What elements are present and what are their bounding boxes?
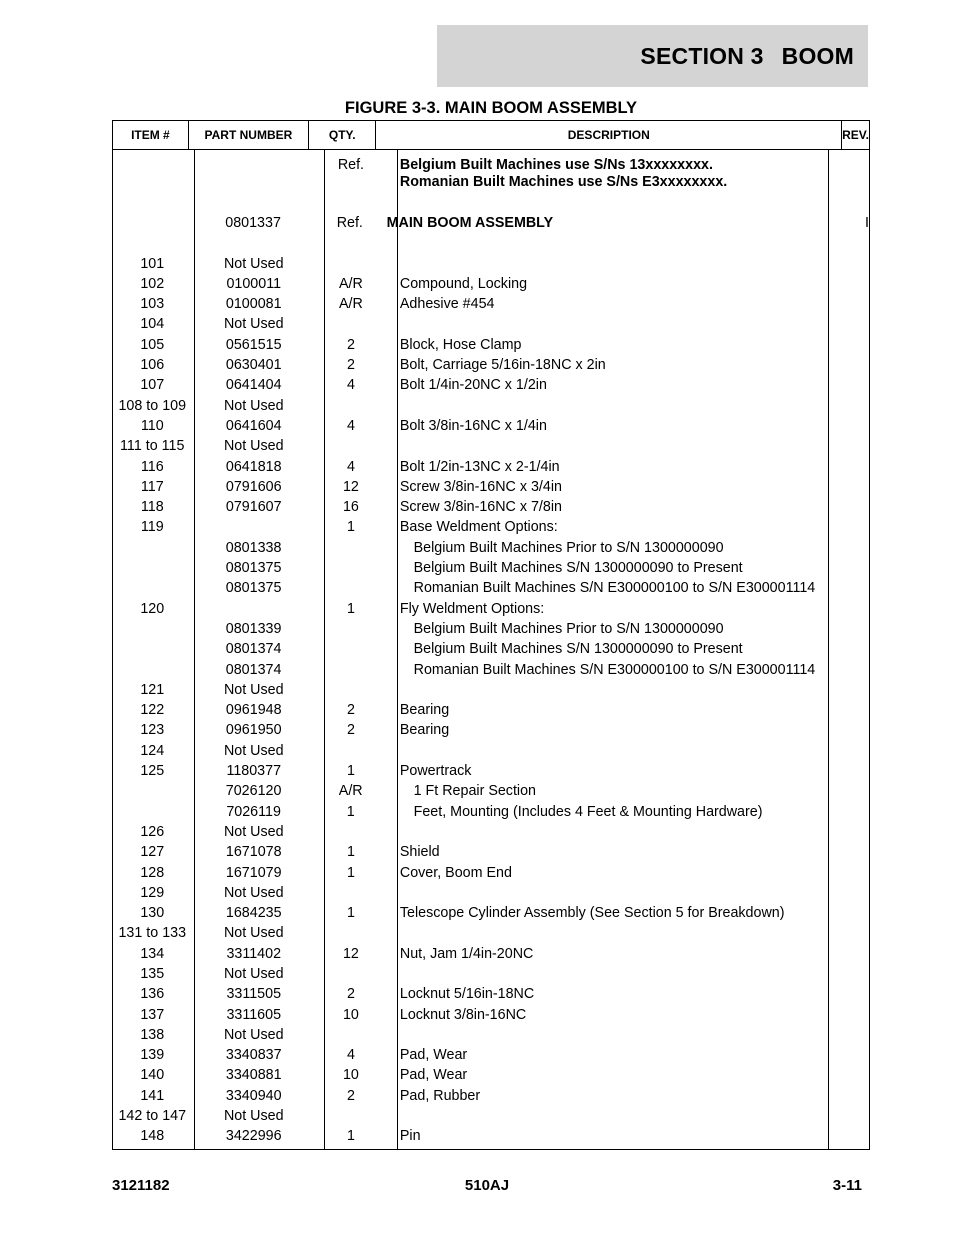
table-row bbox=[113, 863, 869, 883]
page-number: 3-11 bbox=[832, 1177, 862, 1194]
section-title: BOOM bbox=[781, 42, 854, 69]
item-cell: 148 bbox=[140, 1128, 165, 1145]
table-row bbox=[113, 355, 869, 375]
description-cell: Fly Weldment Options: bbox=[399, 600, 545, 617]
part-number-cell: 0801374 bbox=[225, 661, 282, 678]
qty-cell bbox=[316, 254, 386, 274]
part-number-cell: 3311605 bbox=[226, 1006, 282, 1023]
part-number-cell: 0791606 bbox=[225, 478, 282, 495]
description-cell: Locknut 5/16in-18NC bbox=[399, 986, 535, 1003]
part-number-cell: 0961948 bbox=[225, 702, 282, 719]
part-number-cell: 0791607 bbox=[225, 499, 282, 516]
item-cell: 108 to 109 bbox=[118, 397, 187, 414]
table-row bbox=[113, 436, 869, 456]
intro-line-2: Romanian Built Machines use S/Ns E3xxxxxxxx. bbox=[399, 174, 728, 191]
table-row bbox=[113, 1106, 869, 1126]
description-cell bbox=[386, 1025, 869, 1045]
table-row bbox=[113, 984, 869, 1004]
item-cell bbox=[113, 619, 191, 639]
item-cell bbox=[113, 660, 191, 680]
main-qty: Ref. bbox=[336, 215, 363, 232]
description-cell: Feet, Mounting (Includes 4 Feet & Mounting Hardware) bbox=[413, 803, 763, 820]
description-cell: Belgium Built Machines S/N 1300000090 to Present bbox=[413, 560, 743, 577]
description-cell: Bearing bbox=[399, 722, 450, 739]
item-cell: 126 bbox=[140, 823, 165, 840]
item-cell: 124 bbox=[140, 742, 165, 759]
part-number-cell: Not Used bbox=[223, 823, 284, 840]
part-number-cell: Not Used bbox=[223, 884, 284, 901]
qty-cell bbox=[316, 680, 386, 700]
table-row bbox=[113, 457, 869, 477]
table-row bbox=[113, 294, 869, 314]
table-row bbox=[113, 923, 869, 943]
main-description: MAIN BOOM ASSEMBLY bbox=[386, 215, 554, 232]
item-cell: 136 bbox=[140, 986, 165, 1003]
item-cell bbox=[113, 781, 191, 801]
table-header bbox=[113, 121, 869, 150]
item-cell: 141 bbox=[140, 1087, 165, 1104]
part-number-cell: 1684235 bbox=[225, 905, 282, 922]
item-cell: 103 bbox=[140, 296, 165, 313]
table-row bbox=[113, 720, 869, 740]
description-cell: Bolt 3/8in-16NC x 1/4in bbox=[399, 417, 547, 434]
description-cell: Adhesive #454 bbox=[399, 296, 495, 313]
description-cell bbox=[386, 741, 869, 761]
qty-cell: 1 bbox=[346, 600, 355, 617]
table-row bbox=[113, 375, 869, 395]
qty-cell: 10 bbox=[342, 1006, 359, 1023]
description-cell: Screw 3/8in-16NC x 3/4in bbox=[399, 478, 562, 495]
table-row bbox=[113, 599, 869, 619]
part-number-cell: 0801339 bbox=[225, 620, 282, 637]
main-part-number: 0801337 bbox=[225, 215, 281, 232]
description-cell: Nut, Jam 1/4in-20NC bbox=[399, 945, 534, 962]
parts-table bbox=[112, 120, 870, 1150]
table-row bbox=[113, 335, 869, 355]
table-row bbox=[113, 558, 869, 578]
column-header-item: ITEM # bbox=[113, 121, 189, 149]
item-cell: 119 bbox=[140, 519, 164, 536]
part-number-cell: Not Used bbox=[223, 1108, 284, 1125]
description-cell: Belgium Built Machines Prior to S/N 1300000090 bbox=[413, 620, 724, 637]
part-number-cell: 0961950 bbox=[225, 722, 282, 739]
qty-cell bbox=[316, 883, 386, 903]
qty-cell: 4 bbox=[346, 1047, 355, 1064]
description-cell: Romanian Built Machines S/N E300000100 to S/N E300001114 bbox=[413, 661, 816, 678]
column-header-qty: QTY. bbox=[309, 121, 377, 149]
part-number-cell: 0561515 bbox=[225, 336, 282, 353]
part-number-cell: Not Used bbox=[223, 316, 284, 333]
item-cell: 127 bbox=[140, 844, 165, 861]
section-label: SECTION 3 bbox=[640, 42, 764, 69]
item-cell bbox=[113, 802, 191, 822]
item-cell: 105 bbox=[140, 336, 165, 353]
table-row bbox=[113, 274, 869, 294]
qty-cell: 2 bbox=[346, 722, 355, 739]
item-cell bbox=[113, 538, 191, 558]
description-cell: 1 Ft Repair Section bbox=[413, 783, 537, 800]
main-assembly-row bbox=[113, 213, 869, 233]
qty-cell bbox=[316, 396, 386, 416]
part-number-cell: 3311402 bbox=[226, 945, 282, 962]
qty-cell bbox=[316, 436, 386, 456]
qty-cell bbox=[316, 538, 386, 558]
qty-cell: 1 bbox=[346, 905, 355, 922]
intro-qty: Ref. bbox=[337, 157, 365, 173]
qty-cell: 4 bbox=[346, 377, 355, 394]
item-cell: 134 bbox=[140, 945, 165, 962]
qty-cell bbox=[316, 741, 386, 761]
item-cell: 122 bbox=[140, 702, 165, 719]
section-header bbox=[437, 25, 868, 87]
item-cell: 102 bbox=[140, 275, 165, 292]
description-cell bbox=[386, 1106, 869, 1126]
table-row bbox=[113, 883, 869, 903]
qty-cell: 4 bbox=[346, 458, 355, 475]
qty-cell bbox=[316, 619, 386, 639]
description-cell: Bolt 1/4in-20NC x 1/2in bbox=[399, 377, 547, 394]
description-cell bbox=[386, 254, 869, 274]
table-row bbox=[113, 477, 869, 497]
item-cell: 129 bbox=[140, 884, 165, 901]
description-cell: Compound, Locking bbox=[399, 275, 528, 292]
description-cell bbox=[386, 822, 869, 842]
part-number-cell: Not Used bbox=[223, 742, 284, 759]
description-cell bbox=[386, 314, 869, 334]
item-cell: 106 bbox=[140, 357, 165, 374]
qty-cell bbox=[316, 558, 386, 578]
description-cell: Base Weldment Options: bbox=[399, 519, 558, 536]
model-name: 510AJ bbox=[464, 1177, 510, 1194]
item-cell: 118 bbox=[140, 499, 164, 516]
part-number-cell: Not Used bbox=[223, 681, 284, 698]
part-number-cell: Not Used bbox=[223, 438, 284, 455]
description-cell: Shield bbox=[399, 844, 440, 861]
table-row bbox=[113, 1025, 869, 1045]
item-cell: 137 bbox=[140, 1006, 165, 1023]
description-cell bbox=[386, 436, 869, 456]
qty-cell: 1 bbox=[346, 864, 355, 881]
item-cell: 101 bbox=[140, 255, 165, 272]
item-cell bbox=[113, 639, 191, 659]
part-number-cell: 0100011 bbox=[226, 275, 282, 292]
description-cell: Powertrack bbox=[399, 763, 472, 780]
qty-cell bbox=[316, 923, 386, 943]
description-cell: Locknut 3/8in-16NC bbox=[399, 1006, 527, 1023]
item-cell: 116 bbox=[140, 458, 164, 475]
table-row bbox=[113, 639, 869, 659]
figure-title: FIGURE 3-3. MAIN BOOM ASSEMBLY bbox=[344, 99, 638, 117]
part-number-cell: 0630401 bbox=[225, 357, 282, 374]
description-cell: Cover, Boom End bbox=[399, 864, 512, 881]
part-number-cell: 0801375 bbox=[225, 560, 282, 577]
qty-cell: 1 bbox=[346, 519, 355, 536]
qty-cell: 1 bbox=[346, 803, 355, 820]
qty-cell bbox=[316, 964, 386, 984]
table-row bbox=[113, 1126, 869, 1146]
description-cell bbox=[386, 883, 869, 903]
table-row bbox=[113, 680, 869, 700]
part-number-cell: 1180377 bbox=[226, 763, 282, 780]
part-number-cell: 7026120 bbox=[225, 783, 282, 800]
table-row bbox=[113, 538, 869, 558]
description-cell: Pad, Rubber bbox=[399, 1087, 481, 1104]
item-cell: 138 bbox=[140, 1026, 165, 1043]
part-number-cell: 3311505 bbox=[226, 986, 282, 1003]
item-cell: 117 bbox=[140, 478, 164, 495]
description-cell bbox=[386, 923, 869, 943]
qty-cell: 2 bbox=[346, 1087, 355, 1104]
part-number-cell: 0801375 bbox=[225, 580, 282, 597]
description-cell: Telescope Cylinder Assembly (See Section 5 for Breakdown) bbox=[399, 905, 785, 922]
description-cell: Screw 3/8in-16NC x 7/8in bbox=[399, 499, 562, 516]
description-cell: Belgium Built Machines S/N 1300000090 to Present bbox=[413, 641, 743, 658]
qty-cell bbox=[316, 1106, 386, 1126]
description-cell: Bolt 1/2in-13NC x 2-1/4in bbox=[399, 458, 560, 475]
item-cell: 104 bbox=[140, 316, 165, 333]
qty-cell: 16 bbox=[342, 499, 359, 516]
table-row bbox=[113, 761, 869, 781]
part-number-cell: 3422996 bbox=[225, 1128, 282, 1145]
part-number-cell: Not Used bbox=[223, 1026, 284, 1043]
item-cell: 120 bbox=[140, 600, 165, 617]
table-row bbox=[113, 314, 869, 334]
qty-cell bbox=[316, 660, 386, 680]
table-row bbox=[113, 517, 869, 537]
item-cell: 139 bbox=[140, 1047, 165, 1064]
part-number-cell bbox=[192, 517, 316, 537]
qty-cell bbox=[316, 1025, 386, 1045]
table-row bbox=[113, 802, 869, 822]
qty-cell: 1 bbox=[346, 763, 355, 780]
item-cell: 131 to 133 bbox=[118, 925, 187, 942]
description-cell: Bolt, Carriage 5/16in-18NC x 2in bbox=[399, 357, 606, 374]
item-cell bbox=[113, 558, 191, 578]
table-row bbox=[113, 578, 869, 598]
qty-cell: A/R bbox=[338, 783, 363, 800]
description-cell bbox=[386, 680, 869, 700]
qty-cell: 2 bbox=[346, 702, 355, 719]
item-cell: 111 to 115 bbox=[120, 438, 185, 455]
description-cell: Romanian Built Machines S/N E300000100 to S/N E300001114 bbox=[413, 580, 816, 597]
item-cell: 107 bbox=[140, 377, 165, 394]
part-number-cell: Not Used bbox=[223, 397, 284, 414]
table-row bbox=[113, 619, 869, 639]
intro-row-2 bbox=[113, 175, 869, 190]
item-cell: 128 bbox=[140, 864, 165, 881]
intro-row bbox=[113, 155, 869, 175]
table-row bbox=[113, 903, 869, 923]
part-number-cell: 1671078 bbox=[225, 844, 282, 861]
qty-cell: 2 bbox=[346, 986, 355, 1003]
table-row bbox=[113, 781, 869, 801]
table-row bbox=[113, 741, 869, 761]
description-cell bbox=[386, 396, 869, 416]
table-row bbox=[113, 254, 869, 274]
table-row bbox=[113, 1005, 869, 1025]
item-cell: 142 to 147 bbox=[118, 1108, 187, 1125]
table-row bbox=[113, 416, 869, 436]
table-row bbox=[113, 842, 869, 862]
part-number-cell: 1671079 bbox=[225, 864, 282, 881]
description-cell: Bearing bbox=[399, 702, 450, 719]
description-cell: Belgium Built Machines Prior to S/N 1300000090 bbox=[413, 539, 724, 556]
part-number-cell: 3340881 bbox=[225, 1067, 282, 1084]
column-header-description: DESCRIPTION bbox=[376, 121, 842, 149]
qty-cell bbox=[316, 639, 386, 659]
qty-cell bbox=[316, 578, 386, 598]
table-row bbox=[113, 497, 869, 517]
qty-cell bbox=[316, 822, 386, 842]
item-cell: 140 bbox=[140, 1067, 165, 1084]
description-cell: Pad, Wear bbox=[399, 1047, 468, 1064]
table-row bbox=[113, 1086, 869, 1106]
part-number-cell: Not Used bbox=[223, 255, 284, 272]
part-number-cell: 7026119 bbox=[226, 803, 281, 820]
table-body bbox=[113, 150, 869, 1149]
description-cell: Pin bbox=[399, 1128, 421, 1145]
qty-cell: A/R bbox=[339, 296, 363, 313]
column-header-part-number: PART NUMBER bbox=[189, 121, 309, 149]
table-row bbox=[113, 1045, 869, 1065]
table-row bbox=[113, 964, 869, 984]
item-cell: 125 bbox=[140, 763, 165, 780]
qty-cell: 2 bbox=[346, 336, 355, 353]
part-number-cell: 3340940 bbox=[225, 1087, 282, 1104]
part-number-cell: 0641404 bbox=[225, 377, 282, 394]
table-row bbox=[113, 700, 869, 720]
part-number-cell: 3340837 bbox=[225, 1047, 282, 1064]
part-number-cell: 0641604 bbox=[225, 417, 282, 434]
qty-cell: 1 bbox=[346, 1128, 355, 1145]
qty-cell: 12 bbox=[342, 945, 359, 962]
table-row bbox=[113, 660, 869, 680]
description-cell: Block, Hose Clamp bbox=[399, 336, 522, 353]
item-cell: 110 bbox=[140, 417, 164, 434]
table-row bbox=[113, 1065, 869, 1085]
qty-cell: 10 bbox=[342, 1067, 359, 1084]
intro-line-1: Belgium Built Machines use S/Ns 13xxxxxxxx. bbox=[399, 157, 713, 173]
qty-cell bbox=[316, 314, 386, 334]
main-rev: I bbox=[865, 215, 869, 232]
qty-cell: 4 bbox=[346, 417, 355, 434]
part-number-cell: Not Used bbox=[223, 925, 284, 942]
qty-cell: A/R bbox=[339, 275, 363, 292]
part-number-cell: 0641818 bbox=[225, 458, 282, 475]
item-cell: 135 bbox=[140, 965, 165, 982]
table-row bbox=[113, 822, 869, 842]
part-number-cell: 0801338 bbox=[225, 539, 282, 556]
item-cell bbox=[113, 578, 191, 598]
description-cell: Pad, Wear bbox=[399, 1067, 468, 1084]
part-number-cell: 0801374 bbox=[225, 641, 282, 658]
item-cell: 130 bbox=[140, 905, 165, 922]
description-cell bbox=[386, 964, 869, 984]
table-row bbox=[113, 396, 869, 416]
doc-number: 3121182 bbox=[112, 1177, 170, 1194]
item-cell: 121 bbox=[140, 681, 165, 698]
part-number-cell bbox=[192, 599, 316, 619]
item-cell: 123 bbox=[140, 722, 165, 739]
table-row bbox=[113, 944, 869, 964]
column-header-rev: REV. bbox=[842, 128, 869, 142]
qty-cell: 12 bbox=[342, 478, 359, 495]
part-number-cell: 0100081 bbox=[225, 296, 282, 313]
part-number-cell: Not Used bbox=[223, 965, 284, 982]
qty-cell: 2 bbox=[346, 357, 355, 374]
qty-cell: 1 bbox=[346, 844, 355, 861]
